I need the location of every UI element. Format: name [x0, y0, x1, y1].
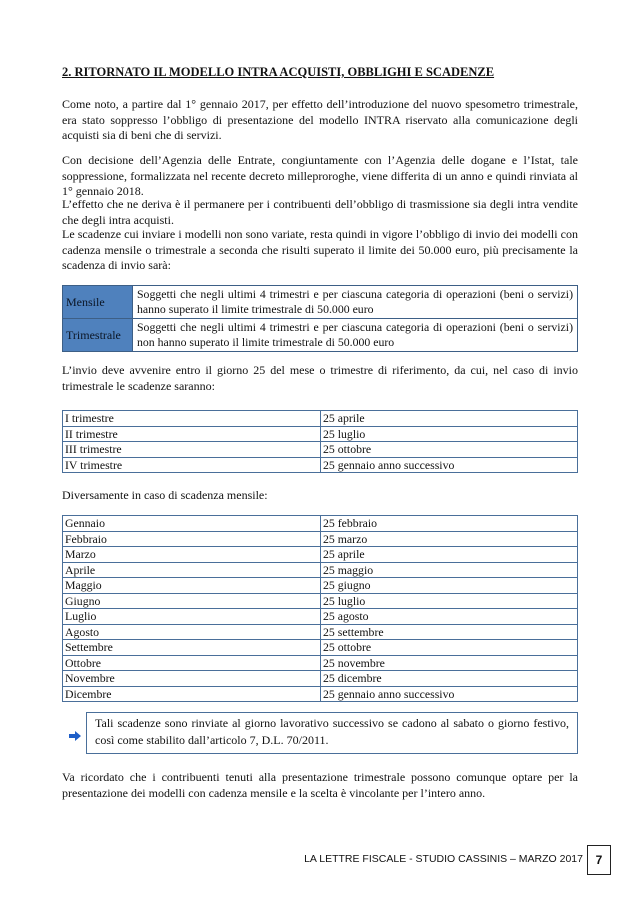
period-cell: Giugno: [63, 593, 321, 609]
table-row: [63, 547, 578, 563]
period-cell: Febbraio: [63, 531, 321, 547]
period-cell: Novembre: [63, 671, 321, 687]
period-cell: Luglio: [63, 609, 321, 625]
table-row: [63, 562, 578, 578]
deadline-cell: 25 aprile: [321, 411, 578, 427]
table-row: [63, 593, 578, 609]
table-row: [63, 516, 578, 532]
note-box: [86, 712, 578, 754]
deadline-cell: 25 marzo: [321, 531, 578, 547]
deadline-cell: 25 giugno: [321, 578, 578, 594]
note-text: Tali scadenze sono rinviate al giorno lavorativo successivo se cadono al sabato o giorno festivo, così come stabilito dall’articolo 7, D.L. 70/2011.: [95, 716, 569, 747]
footer-text: LA LETTRE FISCALE - STUDIO CASSINIS – MARZO 2017: [304, 853, 583, 865]
period-cell: Maggio: [63, 578, 321, 594]
deadline-cell: 25 novembre: [321, 655, 578, 671]
cadence-label: Trimestrale: [63, 319, 133, 352]
table-row: [63, 609, 578, 625]
deadline-cell: 25 luglio: [321, 426, 578, 442]
paragraph-intro: Come noto, a partire dal 1° gennaio 2017, per effetto dell’introduzione del nuovo spesometro trimestrale, era stato soppresso l’obbligo di presentazione del modello INTRA riservato alla comunicazione degli acquisti sia di beni che di servizi.: [62, 97, 578, 143]
cadence-table: [62, 285, 578, 352]
table-row: [63, 531, 578, 547]
cadence-text: Soggetti che negli ultimi 4 trimestri e per ciascuna categoria di operazioni (beni o servizi) hanno superato il limite trimestrale di 50.000 euro: [133, 286, 578, 319]
table-row: [63, 640, 578, 656]
period-cell: IV trimestre: [63, 457, 321, 473]
table-row: [63, 624, 578, 640]
quarterly-table: [62, 410, 578, 473]
table-row: [63, 426, 578, 442]
deadline-cell: 25 agosto: [321, 609, 578, 625]
period-cell: Aprile: [63, 562, 321, 578]
deadline-cell: 25 aprile: [321, 547, 578, 563]
table-row: [63, 286, 578, 319]
paragraph-closing: Va ricordato che i contribuenti tenuti alla presentazione trimestrale possono comunque optare per la presentazione dei modelli con cadenza mensile e la scelta è vincolante per l’intero anno.: [62, 770, 578, 800]
deadline-cell: 25 febbraio: [321, 516, 578, 532]
deadline-cell: 25 ottobre: [321, 640, 578, 656]
table-row: [63, 578, 578, 594]
paragraph-sending: L’invio deve avvenire entro il giorno 25 del mese o trimestre di riferimento, da cui, nel caso di invio trimestrale le scadenze saranno:: [62, 363, 578, 393]
deadline-cell: 25 luglio: [321, 593, 578, 609]
table-row: [63, 411, 578, 427]
table-row: [63, 655, 578, 671]
deadline-cell: 25 gennaio anno successivo: [321, 457, 578, 473]
monthly-table: [62, 515, 578, 702]
period-cell: Settembre: [63, 640, 321, 656]
section-heading: 2. RITORNATO IL MODELLO INTRA ACQUISTI, OBBLIGHI E SCADENZE: [62, 65, 495, 79]
table-row: [63, 671, 578, 687]
cadence-label: Mensile: [63, 286, 133, 319]
period-cell: Ottobre: [63, 655, 321, 671]
deadline-cell: 25 maggio: [321, 562, 578, 578]
deadline-cell: 25 ottobre: [321, 442, 578, 458]
arrow-right-icon: [68, 730, 82, 742]
period-cell: Marzo: [63, 547, 321, 563]
paragraph-decision: Con decisione dell’Agenzia delle Entrate, congiuntamente con l’Agenzia delle dogane e l’Istat, tale soppressione, formalizzata nel recente decreto milleproroghe, viene differita di un anno e quindi rinviata al 1° gennaio 2018.: [62, 153, 578, 199]
paragraph-effect: L’effetto che ne deriva è il permanere per i contribuenti dell’obbligo di trasmissione sia degli intra vendite che degli intra acquisti.: [62, 197, 578, 227]
period-cell: I trimestre: [63, 411, 321, 427]
period-cell: II trimestre: [63, 426, 321, 442]
period-cell: Dicembre: [63, 686, 321, 702]
table-row: [63, 686, 578, 702]
deadline-cell: 25 settembre: [321, 624, 578, 640]
cadence-text: Soggetti che negli ultimi 4 trimestri e per ciascuna categoria di operazioni (beni o servizi) non hanno superato il limite trimestrale di 50.000 euro: [133, 319, 578, 352]
paragraph-deadlines: Le scadenze cui inviare i modelli non sono variate, resta quindi in vigore l’obbligo di invio dei modelli con cadenza mensile o trimestrale a seconda che risulti superato il limite dei 50.000 euro, più precisamente la scadenza di invio sarà:: [62, 227, 578, 273]
table-row: [63, 319, 578, 352]
period-cell: Agosto: [63, 624, 321, 640]
deadline-cell: 25 gennaio anno successivo: [321, 686, 578, 702]
table-row: [63, 457, 578, 473]
deadline-cell: 25 dicembre: [321, 671, 578, 687]
period-cell: III trimestre: [63, 442, 321, 458]
period-cell: Gennaio: [63, 516, 321, 532]
page-number: 7: [587, 845, 611, 875]
table-row: [63, 442, 578, 458]
paragraph-monthly-intro: Diversamente in caso di scadenza mensile:: [62, 488, 268, 502]
